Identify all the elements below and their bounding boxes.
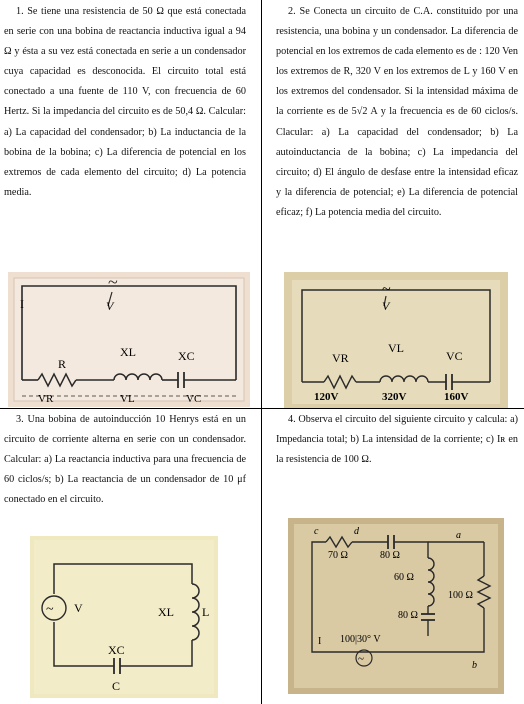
fig2-vr-label: VR	[332, 351, 349, 365]
fig2-vc-label: VC	[446, 349, 463, 363]
problem-2-text: 2. Se Conecta un circuito de C.A. constituido por una resistencia, una bobina y un condensador. La diferencia de potencial en los extremos de cada elemento es de : 120 Ven los extremos de R, 320 V en los extremos de L y 160 V en los extremos del condensador. Si la intensidad máxima de la corriente es de 5√2 A y la frecuencia es de 60 ciclos/s. Clacular: a) La capacidad del condensador; b) La autoinductancia de la bobina; c) La impedancia del circuito; d) El ángulo de desfase entre la intensidad eficaz y la diferencia de potencial; e) La diferencia de potencial eficaz; f) La potencia media del circuito.	[276, 6, 518, 218]
fig2-vl-label: VL	[388, 341, 404, 355]
fig3-v-label: V	[74, 601, 83, 615]
fig1-vc-label: VC	[186, 393, 202, 405]
svg-text:~: ~	[358, 653, 364, 665]
svg-text:~: ~	[46, 602, 54, 617]
fig2-v1-label: 120V	[314, 391, 339, 403]
circuit-figure-4	[288, 518, 504, 694]
fig4-a-node: a	[456, 530, 461, 541]
fig3-xl-label: XL	[158, 605, 174, 619]
fig4-r70-label: 70 Ω	[328, 550, 348, 561]
problem-4-text: 4. Observa el circuito del siguiente circuito y calcula: a) Impedancia total; b) La intensidad de la corriente; c) Iʀ en la resistencia de 100 Ω.	[276, 414, 518, 466]
circuit-figure-2	[284, 272, 508, 408]
fig3-xc-label: XC	[108, 643, 125, 657]
problem-1-text: 1. Se tiene una resistencia de 50 Ω que está conectada en serie con una bobina de reactancia inductiva igual a 94 Ω y ésta a su vez está conectada en serie a un condensador cuya capacidad es desconocida. El circuito total está conectado a una fuente de 110 V, con frecuencia de 60 Hertz. Si la impedancia del circuito es de 50,4 Ω. Calcular: a) La capacidad del condensador; b) La inductancia de la bobina de la bobina; c) La diferencia de potencial en los extremos de cada elemento del circuito; d) La potencia media.	[4, 6, 246, 198]
fig4-src-label: 100|30° V	[340, 634, 381, 645]
fig1-r-label: R	[58, 357, 67, 371]
circuit-figure-1	[8, 272, 250, 407]
fig4-b-node: b	[472, 660, 477, 671]
svg-text:~: ~	[382, 281, 391, 298]
fig1-vl-label: VL	[120, 393, 135, 405]
fig1-v-label: V	[106, 299, 114, 313]
fig2-v2-label: 320V	[382, 391, 407, 403]
row-divider	[0, 408, 524, 409]
circuit-figure-3	[30, 536, 218, 698]
fig4-c80-label: 80 Ω	[380, 550, 400, 561]
fig3-c-label: C	[112, 679, 121, 693]
fig1-xl-label: XL	[120, 345, 136, 359]
fig2-v-label: V	[382, 299, 390, 313]
svg-text:~: ~	[108, 272, 118, 292]
fig1-i-label: I	[20, 297, 24, 311]
column-divider	[261, 0, 262, 704]
fig4-i-label: I	[318, 636, 322, 647]
fig4-r100-label: 100 Ω	[448, 590, 473, 601]
fig4-l80-label: 80 Ω	[398, 610, 418, 621]
fig1-vr-label: VR	[38, 393, 54, 405]
fig1-xc-label: XC	[178, 349, 195, 363]
fig4-c-node: c	[314, 526, 319, 537]
fig4-d-node: d	[354, 526, 359, 537]
fig2-v3-label: 160V	[444, 391, 469, 403]
fig4-l60-label: 60 Ω	[394, 572, 414, 583]
fig3-l-label: L	[202, 605, 210, 619]
problem-3-text: 3. Una bobina de autoinducción 10 Henrys está en un circuito de corriente alterna en serie con un condensador. Calcular: a) La reactancia inductiva para una frecuencia de 60 ciclos/s; b) La reactancia de un condensador de 10 μf conectado en el circuito.	[4, 414, 246, 506]
